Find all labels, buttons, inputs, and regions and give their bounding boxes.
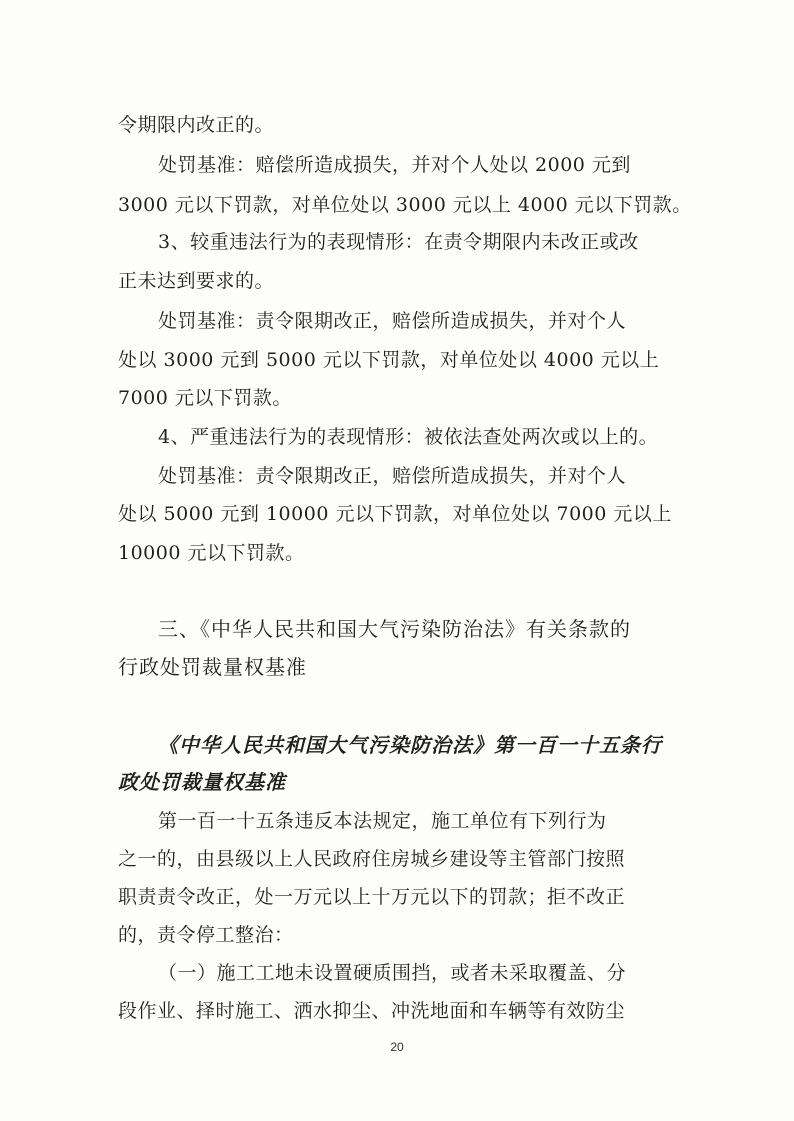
body-line: 7000 元以下罚款。 [118,387,292,409]
body-line: 处以 3000 元到 5000 元以下罚款，对单位处以 4000 元以上 [118,349,660,371]
body-line: 令期限内改正的。 [118,114,275,136]
body-line: 处罚基准：责令限期改正，赔偿所造成损失，并对个人 [158,465,627,487]
article-line: 职责责令改正，处一万元以上十万元以下的罚款；拒不改正 [118,886,626,908]
body-line: 3000 元以下罚款，对单位处以 3000 元以上 4000 元以下罚款。 [118,194,692,216]
body-line: 3、较重违法行为的表现情形：在责令期限内未改正或改 [158,231,639,253]
body-line: 处以 5000 元到 10000 元以下罚款，对单位处以 7000 元以上 [118,503,672,525]
article-line: 之一的，由县级以上人民政府住房城乡建设等主管部门按照 [118,848,626,870]
body-line: 4、严重违法行为的表现情形：被依法查处两次或以上的。 [158,426,659,448]
article-line: （一）施工工地未设置硬质围挡，或者未采取覆盖、分 [158,962,627,984]
body-line: 处罚基准：赔偿所造成损失，并对个人处以 2000 元到 [158,154,631,176]
body-line: 10000 元以下罚款。 [118,542,305,564]
body-line: 处罚基准：责令限期改正，赔偿所造成损失，并对个人 [158,310,627,332]
sub-heading: 政处罚裁量权基准 [118,770,286,794]
page-number: 20 [390,1040,404,1054]
article-line: 的，责令停工整治： [118,924,294,946]
section-heading: 行政处罚裁量权基准 [118,655,307,679]
article-line: 段作业、择时施工、洒水抑尘、冲洗地面和车辆等有效防尘 [118,1000,626,1022]
body-line: 正未达到要求的。 [118,270,275,292]
section-heading: 三、《中华人民共和国大气污染防治法》有关条款的 [158,617,631,641]
article-line: 第一百一十五条违反本法规定，施工单位有下列行为 [158,810,607,832]
sub-heading: 《中华人民共和国大气污染防治法》第一百一十五条行 [158,733,662,757]
